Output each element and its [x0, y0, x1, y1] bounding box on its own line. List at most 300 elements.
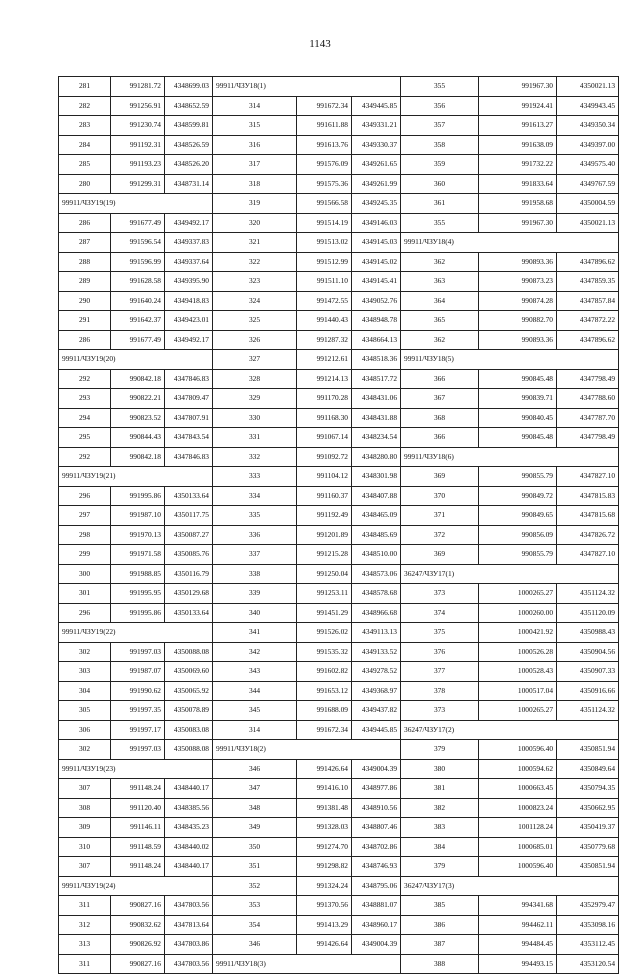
- x-coordinate: 991092.72: [297, 447, 352, 467]
- table-row: [59, 252, 619, 272]
- table-row: [59, 389, 619, 409]
- point-number: 292: [59, 447, 111, 467]
- table-row: [59, 350, 619, 370]
- x-coordinate: 990849.72: [479, 486, 557, 506]
- table-row: [59, 330, 619, 350]
- y-coordinate: 4348485.69: [352, 525, 401, 545]
- x-coordinate: 991416.10: [297, 779, 352, 799]
- y-coordinate: 4348795.06: [352, 876, 401, 896]
- point-number: 332: [213, 447, 297, 467]
- y-coordinate: 4349261.65: [352, 155, 401, 175]
- table-row: [59, 603, 619, 623]
- y-coordinate: 4349767.59: [557, 174, 619, 194]
- y-coordinate: 4350065.92: [165, 681, 213, 701]
- table-row: [59, 174, 619, 194]
- table-row: [59, 759, 619, 779]
- point-number: 303: [59, 662, 111, 682]
- table-row: [59, 564, 619, 584]
- x-coordinate: 990827.16: [111, 896, 165, 916]
- x-coordinate: 994341.68: [479, 896, 557, 916]
- point-number: 339: [213, 584, 297, 604]
- x-coordinate: 991987.07: [111, 662, 165, 682]
- section-label: 99911/ЧЗУ19(24): [59, 876, 213, 896]
- x-coordinate: 1001128.24: [479, 818, 557, 838]
- point-number: 323: [213, 272, 297, 292]
- x-coordinate: 991995.86: [111, 603, 165, 623]
- point-number: 311: [59, 896, 111, 916]
- y-coordinate: 4349146.03: [352, 213, 401, 233]
- section-label: 99911/ЧЗУ18(2): [213, 740, 401, 760]
- x-coordinate: 991287.32: [297, 330, 352, 350]
- y-coordinate: 4350117.75: [165, 506, 213, 526]
- y-coordinate: 4348910.56: [352, 798, 401, 818]
- x-coordinate: 994493.15: [479, 954, 557, 974]
- section-label: 36247/ЧЗУ17(1): [401, 564, 619, 584]
- point-number: 310: [59, 837, 111, 857]
- x-coordinate: 991104.12: [297, 467, 352, 487]
- x-coordinate: 1000265.27: [479, 584, 557, 604]
- point-number: 341: [213, 623, 297, 643]
- x-coordinate: 991833.64: [479, 174, 557, 194]
- y-coordinate: 4348578.68: [352, 584, 401, 604]
- x-coordinate: 991672.34: [297, 96, 352, 116]
- x-coordinate: 990849.65: [479, 506, 557, 526]
- x-coordinate: 991640.24: [111, 291, 165, 311]
- x-coordinate: 990839.71: [479, 389, 557, 409]
- point-number: 369: [401, 467, 479, 487]
- point-number: 342: [213, 642, 297, 662]
- table-row: [59, 194, 619, 214]
- y-coordinate: 4348385.56: [165, 798, 213, 818]
- table-row: [59, 818, 619, 838]
- table-row: [59, 954, 619, 974]
- table-row: [59, 857, 619, 877]
- y-coordinate: 4349492.17: [165, 330, 213, 350]
- point-number: 331: [213, 428, 297, 448]
- x-coordinate: 991512.99: [297, 252, 352, 272]
- point-number: 322: [213, 252, 297, 272]
- table-row: [59, 935, 619, 955]
- point-number: 386: [401, 915, 479, 935]
- table-row: [59, 681, 619, 701]
- x-coordinate: 1000517.04: [479, 681, 557, 701]
- y-coordinate: 4347846.83: [165, 447, 213, 467]
- table-row: [59, 896, 619, 916]
- y-coordinate: 4350078.89: [165, 701, 213, 721]
- point-number: 338: [213, 564, 297, 584]
- y-coordinate: 4349337.64: [165, 252, 213, 272]
- y-coordinate: 4350116.79: [165, 564, 213, 584]
- point-number: 320: [213, 213, 297, 233]
- table-row: [59, 135, 619, 155]
- x-coordinate: 991274.70: [297, 837, 352, 857]
- x-coordinate: 991970.13: [111, 525, 165, 545]
- point-number: 340: [213, 603, 297, 623]
- point-number: 385: [401, 896, 479, 916]
- page-number: 1143: [309, 38, 331, 50]
- y-coordinate: 4350069.60: [165, 662, 213, 682]
- y-coordinate: 4348652.59: [165, 96, 213, 116]
- x-coordinate: 991148.24: [111, 779, 165, 799]
- y-coordinate: 4347857.84: [557, 291, 619, 311]
- y-coordinate: 4349575.40: [557, 155, 619, 175]
- y-coordinate: 4347859.35: [557, 272, 619, 292]
- point-number: 363: [401, 272, 479, 292]
- x-coordinate: 991192.49: [297, 506, 352, 526]
- table-row: [59, 798, 619, 818]
- x-coordinate: 991381.48: [297, 798, 352, 818]
- x-coordinate: 991995.95: [111, 584, 165, 604]
- y-coordinate: 4348881.07: [352, 896, 401, 916]
- x-coordinate: 1000528.43: [479, 662, 557, 682]
- point-number: 377: [401, 662, 479, 682]
- section-label: 99911/ЧЗУ18(4): [401, 233, 619, 253]
- y-coordinate: 4347896.62: [557, 330, 619, 350]
- point-number: 373: [401, 701, 479, 721]
- point-number: 308: [59, 798, 111, 818]
- y-coordinate: 4347803.86: [165, 935, 213, 955]
- x-coordinate: 991997.03: [111, 740, 165, 760]
- point-number: 294: [59, 408, 111, 428]
- x-coordinate: 991413.29: [297, 915, 352, 935]
- x-coordinate: 991997.35: [111, 701, 165, 721]
- x-coordinate: 1000265.27: [479, 701, 557, 721]
- y-coordinate: 4348526.59: [165, 135, 213, 155]
- y-coordinate: 4349052.76: [352, 291, 401, 311]
- point-number: 288: [59, 252, 111, 272]
- y-coordinate: 4348664.13: [352, 330, 401, 350]
- point-number: 313: [59, 935, 111, 955]
- section-label: 36247/ЧЗУ17(3): [401, 876, 619, 896]
- point-number: 335: [213, 506, 297, 526]
- table-row: [59, 720, 619, 740]
- x-coordinate: 991120.40: [111, 798, 165, 818]
- y-coordinate: 4349331.21: [352, 116, 401, 136]
- section-label: 99911/ЧЗУ19(23): [59, 759, 213, 779]
- y-coordinate: 4350004.59: [557, 194, 619, 214]
- y-coordinate: 4350851.94: [557, 857, 619, 877]
- x-coordinate: 990842.18: [111, 369, 165, 389]
- point-number: 329: [213, 389, 297, 409]
- table-row: [59, 740, 619, 760]
- point-number: 371: [401, 506, 479, 526]
- x-coordinate: 990845.48: [479, 369, 557, 389]
- y-coordinate: 4351124.32: [557, 701, 619, 721]
- point-number: 380: [401, 759, 479, 779]
- x-coordinate: 1000421.92: [479, 623, 557, 643]
- point-number: 302: [59, 642, 111, 662]
- x-coordinate: 1000663.45: [479, 779, 557, 799]
- x-coordinate: 991451.29: [297, 603, 352, 623]
- x-coordinate: 990842.18: [111, 447, 165, 467]
- x-coordinate: 991958.68: [479, 194, 557, 214]
- y-coordinate: 4349943.45: [557, 96, 619, 116]
- y-coordinate: 4350133.64: [165, 603, 213, 623]
- x-coordinate: 990845.48: [479, 428, 557, 448]
- y-coordinate: 4349133.52: [352, 642, 401, 662]
- y-coordinate: 4349397.00: [557, 135, 619, 155]
- section-label: 99911/ЧЗУ18(1): [213, 77, 401, 97]
- point-number: 299: [59, 545, 111, 565]
- x-coordinate: 990826.92: [111, 935, 165, 955]
- point-number: 368: [401, 408, 479, 428]
- x-coordinate: 991370.56: [297, 896, 352, 916]
- y-coordinate: 4348977.86: [352, 779, 401, 799]
- y-coordinate: 4349337.83: [165, 233, 213, 253]
- point-number: 369: [401, 545, 479, 565]
- point-number: 336: [213, 525, 297, 545]
- y-coordinate: 4349145.41: [352, 272, 401, 292]
- y-coordinate: 4348518.36: [352, 350, 401, 370]
- section-label: 99911/ЧЗУ18(6): [401, 447, 619, 467]
- table-row: [59, 428, 619, 448]
- point-number: 379: [401, 857, 479, 877]
- section-label: 99911/ЧЗУ18(3): [213, 954, 401, 974]
- y-coordinate: 4348440.17: [165, 857, 213, 877]
- point-number: 315: [213, 116, 297, 136]
- point-number: 281: [59, 77, 111, 97]
- y-coordinate: 4347798.49: [557, 369, 619, 389]
- x-coordinate: 991193.23: [111, 155, 165, 175]
- point-number: 280: [59, 174, 111, 194]
- table-row: [59, 525, 619, 545]
- point-number: 285: [59, 155, 111, 175]
- y-coordinate: 4350904.56: [557, 642, 619, 662]
- y-coordinate: 4351120.09: [557, 603, 619, 623]
- x-coordinate: 991628.58: [111, 272, 165, 292]
- point-number: 378: [401, 681, 479, 701]
- x-coordinate: 990855.79: [479, 467, 557, 487]
- point-number: 292: [59, 369, 111, 389]
- y-coordinate: 4348948.78: [352, 311, 401, 331]
- point-number: 316: [213, 135, 297, 155]
- x-coordinate: 994484.45: [479, 935, 557, 955]
- section-label: 99911/ЧЗУ19(22): [59, 623, 213, 643]
- point-number: 301: [59, 584, 111, 604]
- point-number: 306: [59, 720, 111, 740]
- x-coordinate: 1000526.28: [479, 642, 557, 662]
- table-row: [59, 77, 619, 97]
- x-coordinate: 991250.04: [297, 564, 352, 584]
- point-number: 286: [59, 213, 111, 233]
- point-number: 352: [213, 876, 297, 896]
- table-row: [59, 233, 619, 253]
- point-number: 309: [59, 818, 111, 838]
- point-number: 384: [401, 837, 479, 857]
- table-row: [59, 291, 619, 311]
- y-coordinate: 4350087.27: [165, 525, 213, 545]
- y-coordinate: 4347843.54: [165, 428, 213, 448]
- point-number: 312: [59, 915, 111, 935]
- y-coordinate: 4350849.64: [557, 759, 619, 779]
- x-coordinate: 991688.09: [297, 701, 352, 721]
- x-coordinate: 991230.74: [111, 116, 165, 136]
- y-coordinate: 4347815.68: [557, 506, 619, 526]
- x-coordinate: 991215.28: [297, 545, 352, 565]
- table-row: [59, 369, 619, 389]
- x-coordinate: 991602.82: [297, 662, 352, 682]
- table-body: [59, 77, 619, 974]
- y-coordinate: 4348517.72: [352, 369, 401, 389]
- y-coordinate: 4348699.03: [165, 77, 213, 97]
- point-number: 334: [213, 486, 297, 506]
- point-number: 346: [213, 935, 297, 955]
- x-coordinate: 991253.11: [297, 584, 352, 604]
- x-coordinate: 991995.86: [111, 486, 165, 506]
- point-number: 354: [213, 915, 297, 935]
- y-coordinate: 4353098.16: [557, 915, 619, 935]
- x-coordinate: 1000594.62: [479, 759, 557, 779]
- y-coordinate: 4350085.76: [165, 545, 213, 565]
- x-coordinate: 991192.31: [111, 135, 165, 155]
- point-number: 328: [213, 369, 297, 389]
- x-coordinate: 991566.58: [297, 194, 352, 214]
- table-row: [59, 155, 619, 175]
- point-number: 305: [59, 701, 111, 721]
- y-coordinate: 4350083.08: [165, 720, 213, 740]
- point-number: 372: [401, 525, 479, 545]
- x-coordinate: 990832.62: [111, 915, 165, 935]
- y-coordinate: 4349445.85: [352, 96, 401, 116]
- x-coordinate: 991256.91: [111, 96, 165, 116]
- table-row: [59, 701, 619, 721]
- point-number: 307: [59, 779, 111, 799]
- y-coordinate: 4349395.90: [165, 272, 213, 292]
- y-coordinate: 4349330.37: [352, 135, 401, 155]
- x-coordinate: 991201.89: [297, 525, 352, 545]
- x-coordinate: 991997.17: [111, 720, 165, 740]
- x-coordinate: 991526.02: [297, 623, 352, 643]
- y-coordinate: 4348526.20: [165, 155, 213, 175]
- table-row: [59, 96, 619, 116]
- y-coordinate: 4349350.34: [557, 116, 619, 136]
- y-coordinate: 4348702.86: [352, 837, 401, 857]
- x-coordinate: 991653.12: [297, 681, 352, 701]
- point-number: 286: [59, 330, 111, 350]
- y-coordinate: 4348234.54: [352, 428, 401, 448]
- y-coordinate: 4353112.45: [557, 935, 619, 955]
- x-coordinate: 994462.11: [479, 915, 557, 935]
- x-coordinate: 991281.72: [111, 77, 165, 97]
- x-coordinate: 991513.02: [297, 233, 352, 253]
- y-coordinate: 4348960.17: [352, 915, 401, 935]
- x-coordinate: 991146.11: [111, 818, 165, 838]
- x-coordinate: 990856.09: [479, 525, 557, 545]
- y-coordinate: 4347813.64: [165, 915, 213, 935]
- y-coordinate: 4349368.97: [352, 681, 401, 701]
- point-number: 319: [213, 194, 297, 214]
- point-number: 349: [213, 818, 297, 838]
- table-row: [59, 486, 619, 506]
- x-coordinate: 991638.09: [479, 135, 557, 155]
- point-number: 291: [59, 311, 111, 331]
- y-coordinate: 4347788.60: [557, 389, 619, 409]
- x-coordinate: 991988.85: [111, 564, 165, 584]
- y-coordinate: 4350021.13: [557, 213, 619, 233]
- table-row: [59, 662, 619, 682]
- x-coordinate: 991613.27: [479, 116, 557, 136]
- point-number: 387: [401, 935, 479, 955]
- point-number: 314: [213, 720, 297, 740]
- x-coordinate: 1000596.40: [479, 857, 557, 877]
- x-coordinate: 1000596.40: [479, 740, 557, 760]
- y-coordinate: 4350088.08: [165, 642, 213, 662]
- x-coordinate: 991677.49: [111, 330, 165, 350]
- table-row: [59, 876, 619, 896]
- y-coordinate: 4350988.43: [557, 623, 619, 643]
- point-number: 321: [213, 233, 297, 253]
- point-number: 330: [213, 408, 297, 428]
- point-number: 311: [59, 954, 111, 974]
- point-number: 359: [401, 155, 479, 175]
- y-coordinate: 4349145.02: [352, 252, 401, 272]
- table-row: [59, 467, 619, 487]
- table-row: [59, 116, 619, 136]
- y-coordinate: 4347896.62: [557, 252, 619, 272]
- x-coordinate: 990855.79: [479, 545, 557, 565]
- y-coordinate: 4349418.83: [165, 291, 213, 311]
- x-coordinate: 991067.14: [297, 428, 352, 448]
- point-number: 296: [59, 603, 111, 623]
- x-coordinate: 990882.70: [479, 311, 557, 331]
- y-coordinate: 4349423.01: [165, 311, 213, 331]
- point-number: 290: [59, 291, 111, 311]
- x-coordinate: 991328.03: [297, 818, 352, 838]
- y-coordinate: 4347803.56: [165, 954, 213, 974]
- table-row: [59, 408, 619, 428]
- y-coordinate: 4349004.39: [352, 935, 401, 955]
- y-coordinate: 4348573.06: [352, 564, 401, 584]
- point-number: 296: [59, 486, 111, 506]
- y-coordinate: 4348599.81: [165, 116, 213, 136]
- point-number: 344: [213, 681, 297, 701]
- coordinates-table: [58, 76, 619, 974]
- table-row: [59, 642, 619, 662]
- x-coordinate: 991575.36: [297, 174, 352, 194]
- y-coordinate: 4348435.23: [165, 818, 213, 838]
- point-number: 289: [59, 272, 111, 292]
- point-number: 302: [59, 740, 111, 760]
- y-coordinate: 4350851.94: [557, 740, 619, 760]
- y-coordinate: 4350779.68: [557, 837, 619, 857]
- table-row: [59, 506, 619, 526]
- y-coordinate: 4349437.82: [352, 701, 401, 721]
- point-number: 324: [213, 291, 297, 311]
- point-number: 284: [59, 135, 111, 155]
- y-coordinate: 4347827.10: [557, 467, 619, 487]
- point-number: 375: [401, 623, 479, 643]
- x-coordinate: 1000685.01: [479, 837, 557, 857]
- y-coordinate: 4352979.47: [557, 896, 619, 916]
- y-coordinate: 4348407.88: [352, 486, 401, 506]
- y-coordinate: 4350021.13: [557, 77, 619, 97]
- section-label: 99911/ЧЗУ19(21): [59, 467, 213, 487]
- y-coordinate: 4347846.83: [165, 369, 213, 389]
- y-coordinate: 4347798.49: [557, 428, 619, 448]
- point-number: 293: [59, 389, 111, 409]
- point-number: 365: [401, 311, 479, 331]
- point-number: 370: [401, 486, 479, 506]
- section-label: 36247/ЧЗУ17(2): [401, 720, 619, 740]
- point-number: 355: [401, 213, 479, 233]
- y-coordinate: 4347827.10: [557, 545, 619, 565]
- point-number: 351: [213, 857, 297, 877]
- y-coordinate: 4348301.98: [352, 467, 401, 487]
- y-coordinate: 4350916.66: [557, 681, 619, 701]
- point-number: 376: [401, 642, 479, 662]
- y-coordinate: 4347826.72: [557, 525, 619, 545]
- y-coordinate: 4350907.33: [557, 662, 619, 682]
